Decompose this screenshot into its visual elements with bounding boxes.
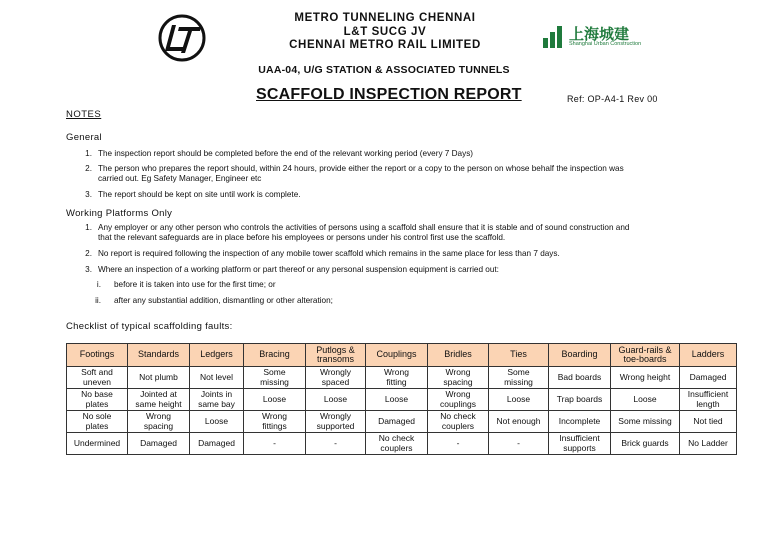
table-cell: Incomplete — [549, 411, 611, 433]
partner-logo-english-text: Shanghai Urban Construction — [569, 41, 642, 47]
table-row — [67, 433, 737, 455]
column-header: Footings — [67, 344, 128, 367]
table-cell: - — [428, 433, 489, 455]
table-cell: Loose — [306, 389, 366, 411]
table-cell: Wrong fitting — [366, 367, 428, 389]
table-cell: Loose — [366, 389, 428, 411]
green-bars-icon — [543, 24, 565, 48]
table-cell: Some missing — [489, 367, 549, 389]
item-number: 3. — [85, 265, 92, 274]
general-heading: General — [66, 132, 102, 143]
item-number: i. — [96, 280, 101, 289]
table-cell: Loose — [611, 389, 680, 411]
table-cell: Not level — [190, 367, 244, 389]
header-line-3: CHENNAI METRO RAIL LIMITED — [289, 39, 481, 51]
column-header: Putlogs & transoms — [306, 344, 366, 367]
table-cell: Soft and uneven — [67, 367, 128, 389]
item-number: 1. — [85, 149, 92, 158]
table-cell: Wrong couplings — [428, 389, 489, 411]
column-header: Ledgers — [190, 344, 244, 367]
table-cell: No check couplers — [366, 433, 428, 455]
table-cell: - — [489, 433, 549, 455]
table-cell: Wrong height — [611, 367, 680, 389]
column-header: Bracing — [244, 344, 306, 367]
table-cell: Insufficient length — [680, 389, 737, 411]
table-cell: Loose — [244, 389, 306, 411]
table-cell: Damaged — [366, 411, 428, 433]
table-cell: No sole plates — [67, 411, 128, 433]
table-header-row — [67, 344, 737, 367]
item-number: 2. — [85, 164, 92, 173]
checklist-title: Checklist of typical scaffolding faults: — [66, 321, 233, 332]
column-header: Ties — [489, 344, 549, 367]
item-text: No report is required following the inspection of any mobile tower scaffold which remains in the same place for less than 7 days. — [98, 249, 560, 258]
table-cell: Wrong spacing — [428, 367, 489, 389]
column-header: Couplings — [366, 344, 428, 367]
table-cell: Jointed at same height — [128, 389, 190, 411]
table-cell: Loose — [489, 389, 549, 411]
table-cell: Some missing — [611, 411, 680, 433]
table-cell: Wrongly supported — [306, 411, 366, 433]
table-cell: - — [244, 433, 306, 455]
table-cell: Damaged — [128, 433, 190, 455]
table-row — [67, 367, 737, 389]
table-cell: Wrong spacing — [128, 411, 190, 433]
table-cell: Some missing — [244, 367, 306, 389]
item-number: 3. — [85, 190, 92, 199]
document-reference: Ref: OP-A4-1 Rev 00 — [567, 94, 658, 104]
shanghai-urban-construction-logo — [543, 24, 643, 52]
table-cell: No base plates — [67, 389, 128, 411]
notes-heading: NOTES — [66, 109, 102, 120]
table-row — [67, 389, 737, 411]
table-cell: Not tied — [680, 411, 737, 433]
table-cell: Bad boards — [549, 367, 611, 389]
item-text: before it is taken into use for the first time; or — [114, 280, 276, 289]
table-cell: Damaged — [680, 367, 737, 389]
table-cell: Wrong fittings — [244, 411, 306, 433]
table-cell: Wrongly spaced — [306, 367, 366, 389]
scaffolding-faults-table — [66, 343, 737, 455]
column-header: Guard-rails & toe-boards — [611, 344, 680, 367]
table-cell: No check couplers — [428, 411, 489, 433]
table-cell: Damaged — [190, 433, 244, 455]
header-line-1: METRO TUNNELING CHENNAI — [294, 12, 476, 24]
table-cell: Insufficient supports — [549, 433, 611, 455]
item-text-line-1: The person who prepares the report should, within 24 hours, provide either the report or a copy to the person on whose behalf the inspection was — [98, 164, 624, 173]
table-cell: Joints in same bay — [190, 389, 244, 411]
table-cell: Brick guards — [611, 433, 680, 455]
table-row — [67, 411, 737, 433]
project-subtitle: UAA-04, U/G STATION & ASSOCIATED TUNNELS — [258, 64, 510, 76]
column-header: Ladders — [680, 344, 737, 367]
column-header: Bridles — [428, 344, 489, 367]
header-line-2: L&T SUCG JV — [343, 25, 427, 38]
item-text: Where an inspection of a working platform or part thereof or any personal suspension equipment is carried out: — [98, 265, 499, 274]
item-number: ii. — [95, 296, 101, 305]
table-cell: - — [306, 433, 366, 455]
item-number: 2. — [85, 249, 92, 258]
company-header — [230, 12, 540, 53]
table-cell: Trap boards — [549, 389, 611, 411]
partner-logo-chinese-text: 上海城建 — [569, 25, 630, 43]
table-cell: Undermined — [67, 433, 128, 455]
working-platforms-heading: Working Platforms Only — [66, 208, 173, 219]
column-header: Standards — [128, 344, 190, 367]
item-text: The report should be kept on site until work is complete. — [98, 190, 301, 199]
table-cell: Not plumb — [128, 367, 190, 389]
column-header: Boarding — [549, 344, 611, 367]
item-text-line-2: that the relevant safeguards are in place before his employees or persons under his control first use the scaffold. — [98, 233, 506, 242]
table-cell: Not enough — [489, 411, 549, 433]
page-title: SCAFFOLD INSPECTION REPORT — [256, 86, 522, 103]
item-text-line-1: Any employer or any other person who controls the activities of persons using a scaffold shall ensure that it is stable and of sound construction and — [98, 223, 630, 232]
item-number: 1. — [85, 223, 92, 232]
item-text: after any substantial addition, dismantling or other alteration; — [114, 296, 333, 305]
table-cell: No Ladder — [680, 433, 737, 455]
item-text: The inspection report should be completed before the end of the relevant working period (every 7 Days) — [98, 149, 474, 158]
table-cell: Loose — [190, 411, 244, 433]
lt-logo-icon — [157, 13, 207, 63]
item-text-line-2: carried out. Eg Safety Manager, Engineer etc — [98, 174, 262, 183]
